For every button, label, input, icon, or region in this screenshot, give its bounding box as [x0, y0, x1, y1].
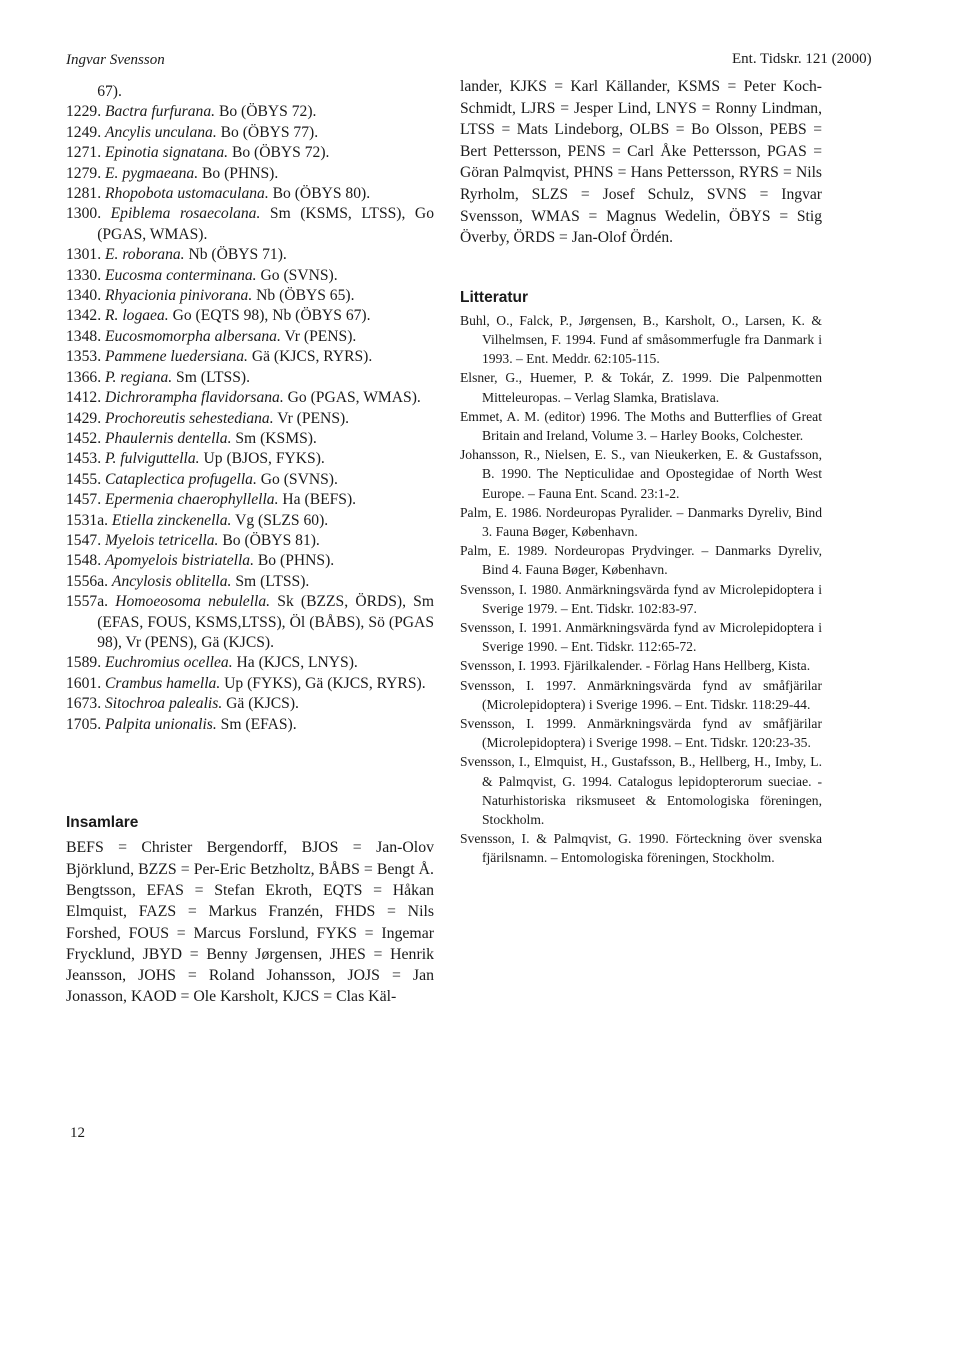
left-column — [66, 82, 434, 1008]
species-entry — [66, 653, 434, 673]
species-entry — [66, 490, 434, 510]
species-name: E. roborana. — [105, 246, 185, 264]
species-locality: Ha (KJCS, LNYS). — [236, 654, 358, 672]
species-name: R. logaea. — [105, 307, 169, 325]
species-locality: Sm (EFAS). — [220, 715, 297, 733]
species-name: Ancylis unculana. — [105, 123, 217, 141]
species-name: Dichrorampha flavidorsana. — [105, 389, 284, 407]
species-number: 1531a. — [66, 511, 109, 529]
species-name: Epinotia signatana. — [105, 144, 229, 162]
species-name: Epiblema rosaecolana. — [110, 205, 261, 223]
species-locality: Ha (BEFS). — [282, 491, 357, 509]
species-entry — [66, 592, 434, 653]
species-number: 1412. — [66, 389, 102, 407]
species-entry — [66, 204, 434, 245]
right-column — [460, 76, 822, 868]
reference-entry: Palm, E. 1986. Nordeuropas Pyralider. – Danmarks Dyreliv, Bind 3. Fauna Bøger, København. — [460, 504, 822, 539]
species-locality: 67). — [97, 83, 122, 100]
species-number: 1589. — [66, 654, 102, 672]
species-number: 1705. — [66, 715, 102, 733]
species-entry — [66, 694, 434, 714]
species-name: Ancylosis oblitella. — [111, 572, 232, 590]
reference-entry: Svensson, I. 1991. Anmärkningsvärda fynd av Microlepidoptera i Sverige 1990. – Ent. Tidskr. 112:65-72. — [460, 620, 822, 655]
species-locality: Sk (BZZS, ÖRDS), Sm (EFAS, FOUS, KSMS,LTSS), Öl (BÅBS), Sö (PGAS 98), Vr (PENS), Gä (KJCS). — [97, 593, 434, 651]
species-locality: Sm (LTSS). — [235, 572, 310, 590]
species-entry — [66, 102, 434, 122]
species-entry — [66, 449, 434, 469]
species-number: 1557a. — [66, 593, 109, 611]
page-number: 12 — [70, 1125, 85, 1141]
species-locality: Bo (PHNS). — [257, 552, 335, 570]
species-number: 1249. — [66, 123, 102, 141]
species-entry — [66, 164, 434, 184]
species-name: P. regiana. — [105, 368, 173, 386]
species-name: Rhyacionia pinivorana. — [105, 287, 253, 305]
species-number: 1452. — [66, 429, 102, 447]
species-locality: Gä (KJCS). — [226, 695, 299, 713]
species-locality: Nb (ÖBYS 71). — [188, 246, 287, 264]
species-number: 1548. — [66, 552, 102, 570]
species-name: Euchromius ocellea. — [105, 654, 233, 672]
species-name: Etiella zinckenella. — [111, 511, 232, 529]
species-number: 1353. — [66, 348, 102, 366]
species-number: 1348. — [66, 327, 102, 345]
species-entry — [66, 409, 434, 429]
species-entry — [66, 429, 434, 449]
reference-entry: Svensson, I., Elmquist, H., Gustafsson, B., Hellberg, H., Imby, L. & Palmqvist, G. 1994. Catalogus lepidopterorum sueciae. - Naturhistoriska riksmuseet & Entomologiska föreningen, Stockholm. — [460, 754, 822, 828]
species-entry — [66, 347, 434, 367]
reference-list — [460, 311, 822, 868]
species-entry — [66, 470, 434, 490]
reference-entry: Emmet, A. M. (editor) 1996. The Moths and Butterflies of Great Britain and Ireland, Volume 3. – Harley Books, Colchester. — [460, 408, 822, 443]
species-locality: Go (PGAS, WMAS). — [287, 389, 421, 407]
species-entry — [66, 327, 434, 347]
collector-continuation-text: lander, KJKS = Karl Källander, KSMS = Peter Koch-Schmidt, LJRS = Jesper Lind, LNYS = Ronny Lindman, LTSS = Mats Lindeborg, OLBS = Bo Olsson, PEBS = Bert Pettersson, PENS = Carl Åke Pettersson, PGAS = Göran Palmqvist, PHNS = Hans Pettersson, RYRS = Nils Ryrholm, SLZS = Josef Schulz, SVNS = Ingvar Svensson, WMAS = Magnus Wedelin, ÖBYS = Stig Överby, ÖRDS = Jan-Olof Ördén. — [460, 78, 822, 247]
species-number: 1556a. — [66, 572, 109, 590]
species-name: Phaulernis dentella. — [105, 429, 232, 447]
species-name: P. fulviguttella. — [105, 450, 200, 468]
species-name: Cataplectica profugella. — [105, 470, 257, 488]
species-locality: Sm (KSMS, LTSS), Go (PGAS, WMAS). — [97, 205, 434, 243]
species-entry — [66, 143, 434, 163]
species-number: 1673. — [66, 695, 102, 713]
species-number: 1229. — [66, 103, 102, 121]
reference-entry: Elsner, G., Huemer, P. & Tokár, Z. 1999. Die Palpenmotten Mitteleuropas. – Verlag Slamka, Bratislava. — [460, 370, 822, 405]
species-locality: Bo (ÖBYS 77). — [220, 123, 319, 141]
reference-entry: Svensson, I. 1980. Anmärkningsvärda fynd av Microlepidoptera i Sverige 1979. – Ent. Tidskr. 102:83-97. — [460, 581, 822, 616]
species-list — [66, 82, 434, 735]
species-entry — [66, 511, 434, 531]
species-name: Eucosmomorpha albersana. — [105, 327, 281, 345]
species-locality: Sm (KSMS). — [235, 429, 317, 447]
species-locality: Go (EQTS 98), Nb (ÖBYS 67). — [172, 307, 371, 325]
species-locality: Go (SVNS). — [260, 470, 338, 488]
running-head-journal: Ent. Tidskr. 121 (2000) — [732, 51, 872, 67]
species-locality: Bo (PHNS). — [202, 164, 279, 182]
species-entry — [66, 266, 434, 286]
species-locality: Nb (ÖBYS 65). — [256, 287, 355, 305]
species-number: 1279. — [66, 164, 102, 182]
species-number: 1453. — [66, 450, 102, 468]
species-number: 1455. — [66, 470, 102, 488]
species-name: Palpita unionalis. — [105, 715, 217, 733]
species-name: Rhopobota ustomaculana. — [105, 185, 269, 203]
species-number: 1281. — [66, 185, 102, 203]
insamlare-text: BEFS = Christer Bergendorff, BJOS = Jan-Olov Björklund, BZZS = Per-Eric Betzholtz, BÅBS = Bengt Å. Bengtsson, EFAS = Stefan Ekroth, EQTS = Håkan Elmquist, FAZS = Markus Franzén, FHDS = Nils Forshed, FOUS = Marcus Forslund, FYKS = Ingemar Frycklund, JBYD = Benny Jørgensen, JHES = Henrik Jeansson, JOHS = Roland Johansson, JOJS = Jan Jonasson, KAOD = Ole Karsholt, KJCS = Clas Käl- — [66, 839, 434, 1006]
reference-entry: Svensson, I. 1993. Fjärilkalender. - Förlag Hans Hellberg, Kista. — [460, 658, 811, 674]
species-entry — [66, 531, 434, 551]
species-name: Bactra furfurana. — [105, 103, 216, 121]
species-number: 1271. — [66, 144, 102, 162]
species-entry — [66, 123, 434, 143]
species-name: Myelois tetricella. — [105, 531, 219, 549]
species-locality: Up (FYKS), Gä (KJCS, RYRS). — [224, 674, 426, 692]
species-entry — [66, 306, 434, 326]
reference-entry: Johansson, R., Nielsen, E. S., van Nieukerken, E. & Gustafsson, B. 1990. The Nepticulidae and Opostegidae of North West Europe. – Fauna Ent. Scand. 23:1-2. — [460, 447, 822, 501]
species-locality: Vg (SLZS 60). — [235, 511, 329, 529]
litteratur-heading: Litteratur — [460, 288, 529, 306]
species-locality: Up (BJOS, FYKS). — [203, 450, 325, 468]
species-entry — [66, 715, 434, 735]
reference-entry: Svensson, I. 1997. Anmärkningsvärda fynd av småfjärilar (Microlepidoptera) i Sverige 1996. – Ent. Tidskr. 118:29-44. — [460, 677, 822, 712]
species-number: 1340. — [66, 287, 102, 305]
species-name: Epermenia chaerophyllella. — [105, 491, 279, 509]
reference-entry: Svensson, I. & Palmqvist, G. 1990. Förteckning över svenska fjärilsnamn. – Entomologiska föreningen, Stockholm. — [460, 831, 822, 866]
species-entry — [66, 572, 434, 592]
species-number: 1366. — [66, 368, 102, 386]
species-name: Homoeosoma nebulella. — [115, 593, 271, 611]
species-locality: Sm (LTSS). — [176, 368, 250, 386]
species-number: 1457. — [66, 491, 102, 509]
species-number: 1601. — [66, 674, 102, 692]
reference-entry: Buhl, O., Falck, P., Jørgensen, B., Karsholt, O., Larsen, K. & Vilhelmsen, F. 1994. Fund af småsommerfugle fra Danmark i 1993. – Ent. Meddr. 62:105-115. — [460, 312, 822, 367]
species-name: Prochoreutis sehestediana. — [105, 409, 274, 427]
species-number: 1429. — [66, 409, 102, 427]
species-name: E. pygmaeana. — [105, 164, 199, 182]
reference-entry: Svensson, I. 1999. Anmärkningsvärda fynd av småfjärilar (Microlepidoptera) i Sverige 1998. – Ent. Tidskr. 120:23-35. — [460, 716, 822, 751]
species-name: Apomyelois bistriatella. — [105, 552, 254, 570]
species-name: Pammene luedersiana. — [105, 348, 248, 366]
species-locality: Bo (ÖBYS 80). — [272, 185, 371, 203]
species-entry — [66, 388, 434, 408]
species-entry — [66, 245, 434, 265]
species-entry — [66, 82, 434, 102]
species-entry — [66, 184, 434, 204]
species-locality: Bo (ÖBYS 72). — [218, 103, 317, 121]
species-number: 1301. — [66, 246, 102, 264]
species-locality: Vr (PENS). — [277, 409, 350, 427]
species-entry — [66, 551, 434, 571]
species-locality: Bo (ÖBYS 72). — [231, 144, 330, 162]
species-locality: Vr (PENS). — [284, 327, 357, 345]
reference-entry: Palm, E. 1989. Nordeuropas Prydvinger. – Danmarks Dyreliv, Bind 4. Fauna Bøger, København. — [460, 543, 822, 578]
species-locality: Go (SVNS). — [260, 266, 338, 284]
species-number: 1547. — [66, 531, 102, 549]
species-number: 1330. — [66, 266, 102, 284]
species-name: Sitochroa palealis. — [105, 695, 223, 713]
species-entry — [66, 368, 434, 388]
species-name: Eucosma conterminana. — [105, 266, 257, 284]
species-name: Crambus hamella. — [105, 674, 221, 692]
species-number: 1300. — [66, 205, 102, 223]
insamlare-heading: Insamlare — [66, 814, 139, 831]
species-entry — [66, 674, 434, 694]
running-head-author: Ingvar Svensson — [66, 52, 165, 68]
species-locality: Gä (KJCS, RYRS). — [251, 348, 373, 366]
species-locality: Bo (ÖBYS 81). — [222, 531, 320, 549]
species-entry — [66, 286, 434, 306]
species-number: 1342. — [66, 307, 102, 325]
